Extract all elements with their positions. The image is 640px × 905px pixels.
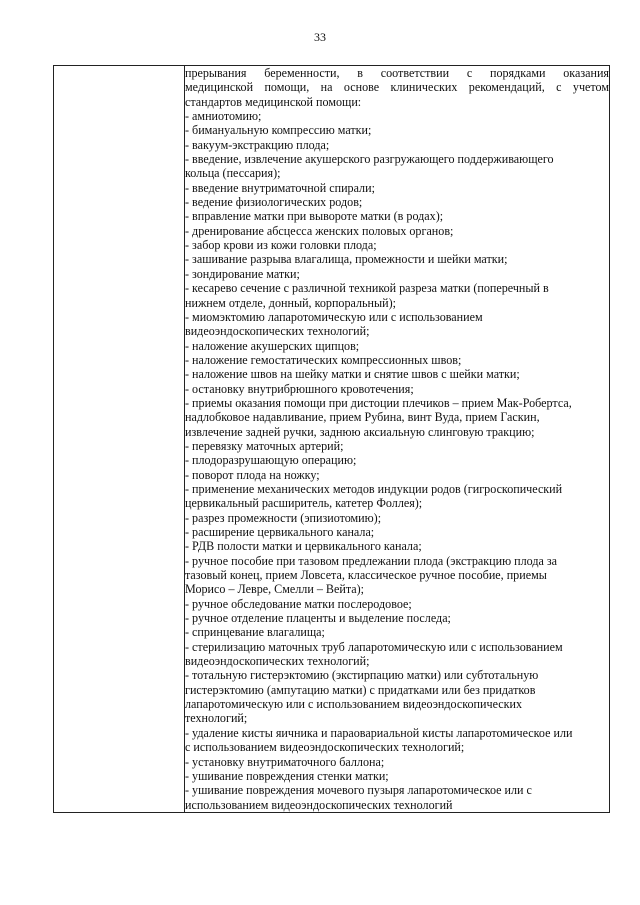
text-line: надлобковое надавливание, прием Рубина, винт Вуда, прием Гаскин, <box>185 410 540 425</box>
text-line: - остановку внутрибрюшного кровотечения; <box>185 381 414 396</box>
text-line: - поворот плода на ножку; <box>185 467 320 482</box>
text-line: - наложение швов на шейку матки и снятие швов с шейки матки; <box>185 367 520 382</box>
page-number: 33 <box>314 30 326 44</box>
text-line: - удаление кисты яичника и параовариальной кисты лапаротомическое или <box>185 725 573 740</box>
text-line: - стерилизацию маточных труб лапаротомическую или с использованием <box>185 639 563 654</box>
text-line: - приемы оказания помощи при дистоции плечиков – прием Мак-Робертса, <box>185 395 572 410</box>
text-line: - забор крови из кожи головки плода; <box>185 238 377 253</box>
text-line: - применение механических методов индукции родов (гигроскопический <box>185 481 563 496</box>
text-line: - введение, извлечение акушерского разгружающего поддерживающего <box>185 152 554 167</box>
text-line: извлечение задней ручки, заднюю аксиальную слинговую тракцию; <box>185 424 535 439</box>
text-line: - перевязку маточных артерий; <box>185 438 344 453</box>
text-line: - ушивание повреждения стенки матки; <box>185 768 389 783</box>
text-line: использованием видеоэндоскопических технологий <box>185 797 453 812</box>
text-line: - миомэктомию лапаротомическую или с использованием <box>185 309 483 324</box>
text-line: - установку внутриматочного баллона; <box>185 754 385 769</box>
text-line: нижнем отделе, донный, корпоральный); <box>185 295 396 310</box>
text-line: - кесарево сечение с различной техникой разреза матки (поперечный в <box>185 281 549 296</box>
text-line: Морисо – Левре, Смелли – Вейта); <box>185 582 365 597</box>
text-line: видеоэндоскопических технологий; <box>185 324 370 339</box>
procedures-cell <box>185 66 610 813</box>
text-line: - ушивание повреждения мочевого пузыря лапаротомическое или с <box>185 783 532 798</box>
text-line: - дренирование абсцесса женских половых органов; <box>185 223 454 238</box>
text-line: кольца (пессария); <box>185 166 281 181</box>
text-line: - плодоразрушающую операцию; <box>185 453 357 468</box>
text-line: - амниотомию; <box>185 109 262 124</box>
text-line: прерывания беременности, в соответствии с порядками оказания <box>185 66 609 80</box>
text-line: - вправление матки при вывороте матки (в родах); <box>185 209 444 224</box>
text-line: гистерэктомию (ампутацию матки) с придатками или без придатков <box>185 682 536 697</box>
text-line: технологий; <box>185 711 248 726</box>
text-line: - ручное обследование матки послеродовое; <box>185 596 412 611</box>
table-row <box>54 66 610 813</box>
document-table <box>53 65 610 813</box>
text-line: лапаротомическую или с использованием видеоэндоскопических <box>185 697 523 712</box>
text-line: цервикальный расширитель, катетер Фоллея); <box>185 496 423 511</box>
text-line: - РДВ полости матки и цервикального канала; <box>185 539 422 554</box>
text-line: - разрез промежности (эпизиотомию); <box>185 510 382 525</box>
text-line: - введение внутриматочной спирали; <box>185 180 375 195</box>
empty-left-cell <box>54 66 185 813</box>
text-line: - зондирование матки; <box>185 266 300 281</box>
text-line: - вакуум-экстракцию плода; <box>185 137 330 152</box>
text-line: - ручное отделение плаценты и выделение последа; <box>185 611 451 626</box>
procedures-text <box>185 66 609 812</box>
text-line: - наложение акушерских щипцов; <box>185 338 360 353</box>
text-line: - наложение гемостатических компрессионных швов; <box>185 352 462 367</box>
text-line: видеоэндоскопических технологий; <box>185 654 370 669</box>
text-line: - тотальную гистерэктомию (экстирпацию матки) или субтотальную <box>185 668 539 683</box>
text-line: - бимануальную компрессию матки; <box>185 123 372 138</box>
text-line: тазовый конец, прием Ловсета, классическое ручное пособие, приемы <box>185 568 547 583</box>
text-line: - зашивание разрыва влагалища, промежности и шейки матки; <box>185 252 508 267</box>
text-line: с использованием видеоэндоскопических технологий; <box>185 740 465 755</box>
text-line: медицинской помощи, на основе клинических рекомендаций, с учетом <box>185 80 609 95</box>
text-line: - ручное пособие при тазовом предлежании плода (экстракцию плода за <box>185 553 558 568</box>
text-line: стандартов медицинской помощи: <box>185 94 362 109</box>
text-line: - расширение цервикального канала; <box>185 525 375 539</box>
text-line: - спринцевание влагалища; <box>185 625 325 640</box>
text-line: - ведение физиологических родов; <box>185 195 363 210</box>
